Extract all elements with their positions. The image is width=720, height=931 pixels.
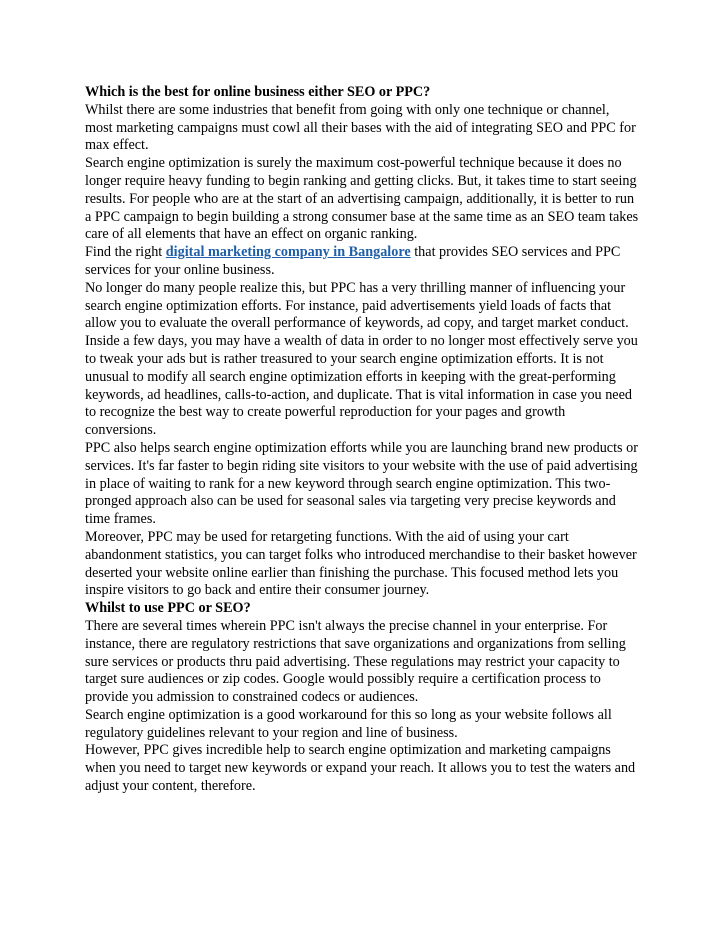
paragraph-restrictions: There are several times wherein PPC isn't always the precise channel in your enterprise. For instance, there are regulatory restrictions that save organizations and organizations from selling sure services or products thru paid advertising. These regulations may restrict your capacity to target sure audiences or zip codes. Google would possibly require a certification process to provide you admission to constrained codecs or audiences. — [85, 617, 626, 706]
paragraph-workaround: Search engine optimization is a good workaround for this so long as your website follows all regulatory guidelines relevant to your region and line of business. — [85, 706, 612, 741]
digital-marketing-company-link[interactable]: digital marketing company in Bangalore — [165, 244, 411, 261]
paragraph-find-company-after: that provides SEO services and PPC services for your online business. — [85, 244, 621, 278]
paragraph-retargeting: Moreover, PPC may be used for retargeting functions. With the aid of using your cart abandonment statistics, you can target folks who introduced merchandise to their basket however deserted your website online earlier than finishing the purchase. This focused method lets you inspire visitors to go back and entire their consumer journey. — [85, 528, 637, 599]
document-page — [85, 84, 640, 796]
paragraph-intro: Whilst there are some industries that benefit from going with only one technique or channel, most marketing campaigns must cowl all their bases with the aid of integrating SEO and PPC for max effect. — [85, 101, 636, 154]
heading-best-for-online-business: Which is the best for online business either SEO or PPC? — [85, 84, 431, 100]
paragraph-ppc-launch: PPC also helps search engine optimization efforts while you are launching brand new products or services. It's far faster to begin riding site visitors to your website with the use of paid advertising in place of waiting to rank for a new keyword through search engine optimization. This two-pronged approach also can be used for seasonal sales via targeting very precise keywords and time frames. — [85, 439, 638, 528]
heading-when-to-use: Whilst to use PPC or SEO? — [85, 600, 251, 617]
paragraph-find-company — [85, 244, 640, 280]
paragraph-seo-cost: Search engine optimization is surely the maximum cost-powerful technique because it does no longer require heavy funding to begin ranking and getting clicks. But, it takes time to start seeing results. For people who are at the start of an advertising campaign, additionally, it is better to run a PPC campaign to begin building a strong consumer base at the same time as an SEO team takes care of all elements that have an effect on organic ranking. — [85, 155, 639, 243]
paragraph-ppc-influence: No longer do many people realize this, but PPC has a very thrilling manner of influencing your search engine optimization efforts. For instance, paid advertisements yield loads of facts that allow you to evaluate the overall performance of keywords, ad copy, and target market conduct. Inside a few days, you may have a wealth of data in order to no longer most effectively serve you to tweak your ads but is rather treasured to your search engine optimization efforts. It is not unusual to modify all search engine optimization efforts in keeping with the great-performing keywords, ad headlines, calls-to-action, and duplicate. That is vital information in case you need to recognize the best way to create powerful reproduction for your pages and growth conversions. — [85, 279, 638, 439]
paragraph-find-company-before: Find the right — [85, 244, 166, 261]
paragraph-conclusion: However, PPC gives incredible help to search engine optimization and marketing campaigns when you need to target new keywords or expand your reach. It allows you to test the waters and adjust your content, therefore. — [85, 742, 636, 795]
